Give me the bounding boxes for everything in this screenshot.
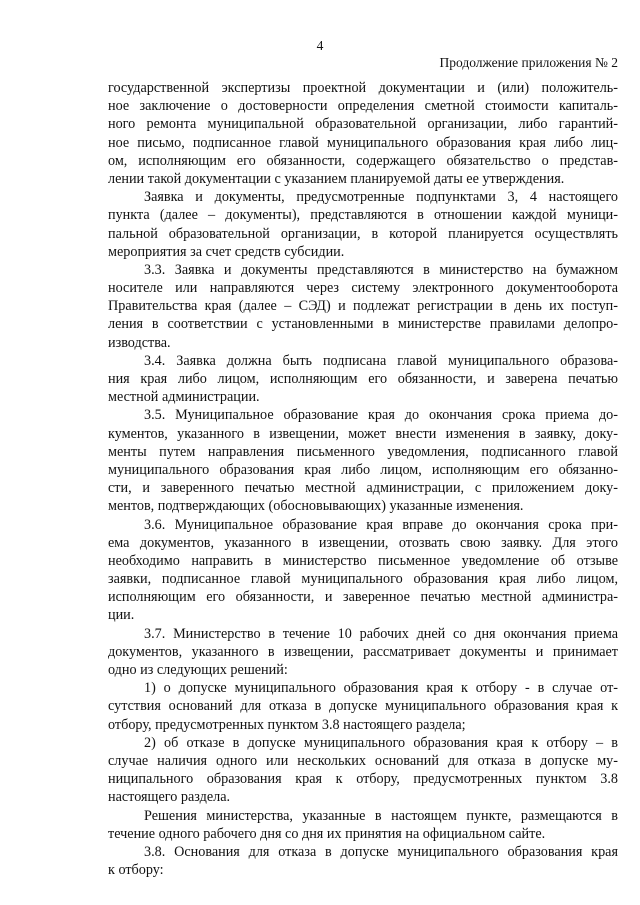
text-line: ное письмо, подписанное главой муниципального образования края либо лиц- — [108, 134, 618, 151]
text-line: 3.6. Муниципальное образование края вправе до окончания срока при- — [144, 516, 618, 533]
text-line: 2) об отказе в допуске муниципального образования края к отбору – в — [144, 734, 618, 751]
text-line: ом, исполняющим его обязанности, содержащего обязательство о представ- — [108, 152, 618, 169]
text-line: 3.5. Муниципальное образование края до окончания срока приема до- — [144, 407, 618, 424]
text-line: 1) о допуске муниципального образования края к отбору - в случае от- — [144, 680, 618, 697]
text-line: изводства. — [108, 334, 171, 351]
text-line: 3.4. Заявка должна быть подписана главой муниципального образова- — [144, 352, 618, 369]
text-line: муниципального образования края либо лицом, исполняющим его обязанно- — [108, 461, 618, 478]
text-line: к отбору: — [108, 862, 164, 879]
text-line: заявки, подписанное главой муниципального образования края либо лицом, — [108, 571, 618, 588]
text-line: 3.7. Министерство в течение 10 рабочих дней со дня окончания приема — [144, 625, 618, 642]
text-line: 3.8. Основания для отказа в допуске муниципального образования края — [144, 843, 618, 860]
text-line: случае наличия одного или нескольких оснований для отказа в допуске му- — [108, 752, 618, 769]
text-line: носителе или направляются через систему электронного документооборота — [108, 280, 618, 297]
text-line: пальной образовательной организации, в которой планируется осуществлять — [108, 225, 618, 242]
text-line: ментов, подтверждающих (обосновывающих) указанные изменения. — [108, 498, 524, 515]
text-line: сти, и заверенного печатью местной администрации, с приложением доку- — [108, 480, 618, 497]
text-line: ное заключение о достоверности определения сметной стоимости капиталь- — [108, 98, 618, 115]
body-text — [108, 79, 618, 879]
text-line: Решения министерства, указанные в настоящем пункте, размещаются в — [144, 807, 618, 824]
text-line: сутствия оснований для отказа в допуске муниципального образования края к — [108, 698, 618, 715]
text-line: одно из следующих решений: — [108, 662, 288, 678]
text-line: ема документов, указанного в извещении, отозвать свою заявку. Для этого — [108, 534, 618, 551]
text-line: исполняющим его обязанности, и заверенное печатью местной администра- — [108, 589, 618, 606]
text-line: течение одного рабочего дня со дня их принятия на официальном сайте. — [108, 825, 546, 842]
text-line: настоящего раздела. — [108, 789, 231, 806]
text-line: лении такой документации с указанием планируемой даты ее утверждения. — [108, 170, 565, 187]
text-line: 3.3. Заявка и документы представляются в министерство на бумажном — [144, 261, 618, 278]
appendix-continuation-note: Продолжение приложения № 2 — [439, 55, 618, 70]
text-line: отбору, предусмотренных пунктом 3.8 настоящего раздела; — [108, 716, 466, 733]
text-line: кументов, указанного в извещении, может внести изменения в заявку, доку- — [108, 425, 618, 442]
text-line: документов, указанного в извещении, рассматривает документы и принимает — [108, 643, 618, 660]
text-line: ления в соответствии с установленными в министерстве правилами делопро- — [108, 316, 618, 333]
text-line: местной администрации. — [108, 389, 260, 406]
text-line: мероприятия за счет средств субсидии. — [108, 243, 345, 260]
text-line: ниципального образования края к отбору, предусмотренных пунктом 3.8 — [108, 771, 618, 788]
text-line: менты путем направления письменного уведомления, подписанного главой — [108, 443, 618, 460]
text-line: Правительства края (далее – СЭД) и подлежат регистрации в день их поступ- — [108, 298, 618, 315]
text-line: необходимо направить в министерство письменное уведомление об отзыве — [108, 552, 618, 569]
text-line: ния края либо лицом, исполняющим его обязанности, и заверена печатью — [108, 371, 618, 387]
text-line: государственной экспертизы проектной документации и (или) положитель- — [108, 80, 618, 96]
text-line: пункта (далее – документы), представляются в отношении каждой муници- — [108, 207, 618, 224]
text-line: Заявка и документы, предусмотренные подпунктами 3, 4 настоящего — [144, 189, 618, 206]
text-line: ции. — [108, 607, 135, 624]
text-line: ного ремонта муниципальной образовательной организации, либо гарантий- — [108, 116, 618, 133]
page-number: 4 — [316, 38, 324, 53]
